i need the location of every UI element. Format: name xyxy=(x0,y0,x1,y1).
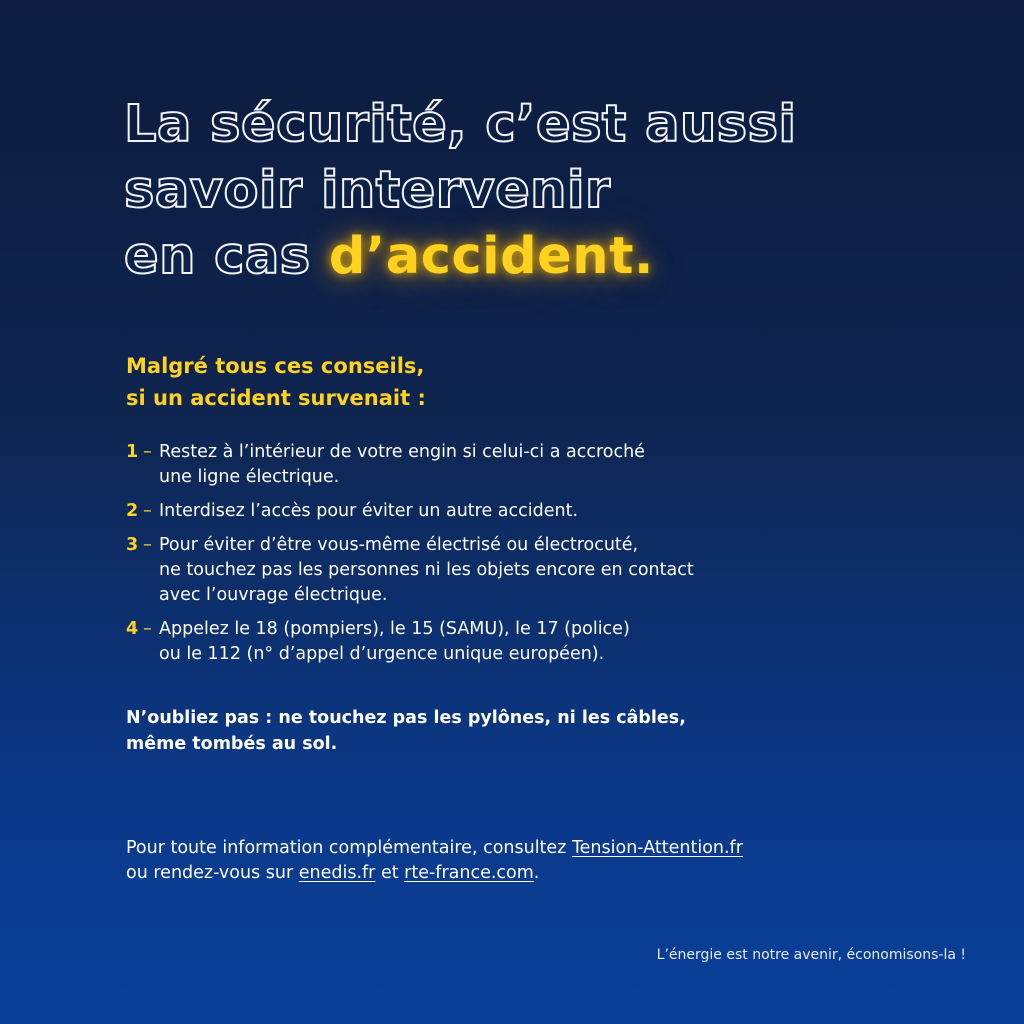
headline-line-3-prefix: en cas xyxy=(124,227,329,286)
step-text-line: Interdisez l’accès pour éviter un autre accident. xyxy=(159,501,579,521)
reminder-note xyxy=(126,705,686,757)
step-text xyxy=(159,533,826,608)
step-dash: – xyxy=(143,535,152,555)
info-line-2-text: ou rendez-vous sur xyxy=(126,863,299,883)
reminder-line-1: N’oubliez pas : ne touchez pas les pylônes, ni les câbles, xyxy=(126,708,686,728)
step-text-line: une ligne électrique. xyxy=(159,467,340,487)
step-text xyxy=(159,617,826,667)
step-text xyxy=(159,499,826,524)
headline xyxy=(124,92,884,290)
step-text-line: Appelez le 18 (pompiers), le 15 (SAMU), le 17 (police) xyxy=(159,619,630,639)
headline-highlight: d’accident. xyxy=(328,227,654,286)
footer-tagline: L’énergie est notre avenir, économisons-la ! xyxy=(656,947,966,963)
info-end-text: . xyxy=(533,863,540,883)
headline-line-2: savoir intervenir xyxy=(124,161,611,220)
headline-line-3 xyxy=(124,224,884,290)
step-number: 2 xyxy=(126,501,139,521)
steps-list xyxy=(126,440,826,676)
enedis-link[interactable]: enedis.fr xyxy=(298,863,376,883)
step-item-4 xyxy=(126,617,826,667)
tension-attention-link[interactable]: Tension-Attention.fr xyxy=(571,838,743,858)
step-number: 3 xyxy=(126,535,139,555)
rte-france-link[interactable]: rte-france.com xyxy=(404,863,534,883)
step-dash: – xyxy=(143,619,152,639)
step-dash: – xyxy=(143,501,152,521)
step-text xyxy=(159,440,826,490)
step-number: 4 xyxy=(126,619,139,639)
subheading xyxy=(126,350,426,414)
info-line-1-text: Pour toute information complémentaire, consultez xyxy=(126,838,572,858)
step-text-line: Restez à l’intérieur de votre engin si celui-ci a accroché xyxy=(159,442,645,462)
info-paragraph xyxy=(126,836,743,886)
info-and-text: et xyxy=(375,863,405,883)
subheading-line-2: si un accident survenait : xyxy=(126,386,426,410)
step-item-3 xyxy=(126,533,826,608)
step-dash: – xyxy=(143,442,152,462)
step-text-line: ou le 112 (n° d’appel d’urgence unique européen). xyxy=(159,644,605,664)
reminder-line-2: même tombés au sol. xyxy=(126,734,338,754)
step-text-line: Pour éviter d’être vous-même électrisé ou électrocuté, xyxy=(159,535,639,555)
subheading-line-1: Malgré tous ces conseils, xyxy=(126,354,425,378)
step-text-line: ne touchez pas les personnes ni les objets encore en contact xyxy=(159,560,694,580)
step-text-line: avec l’ouvrage électrique. xyxy=(159,585,388,605)
step-item-1 xyxy=(126,440,826,490)
step-item-2 xyxy=(126,499,826,524)
headline-line-1: La sécurité, c’est aussi xyxy=(124,95,797,154)
step-number: 1 xyxy=(126,442,139,462)
